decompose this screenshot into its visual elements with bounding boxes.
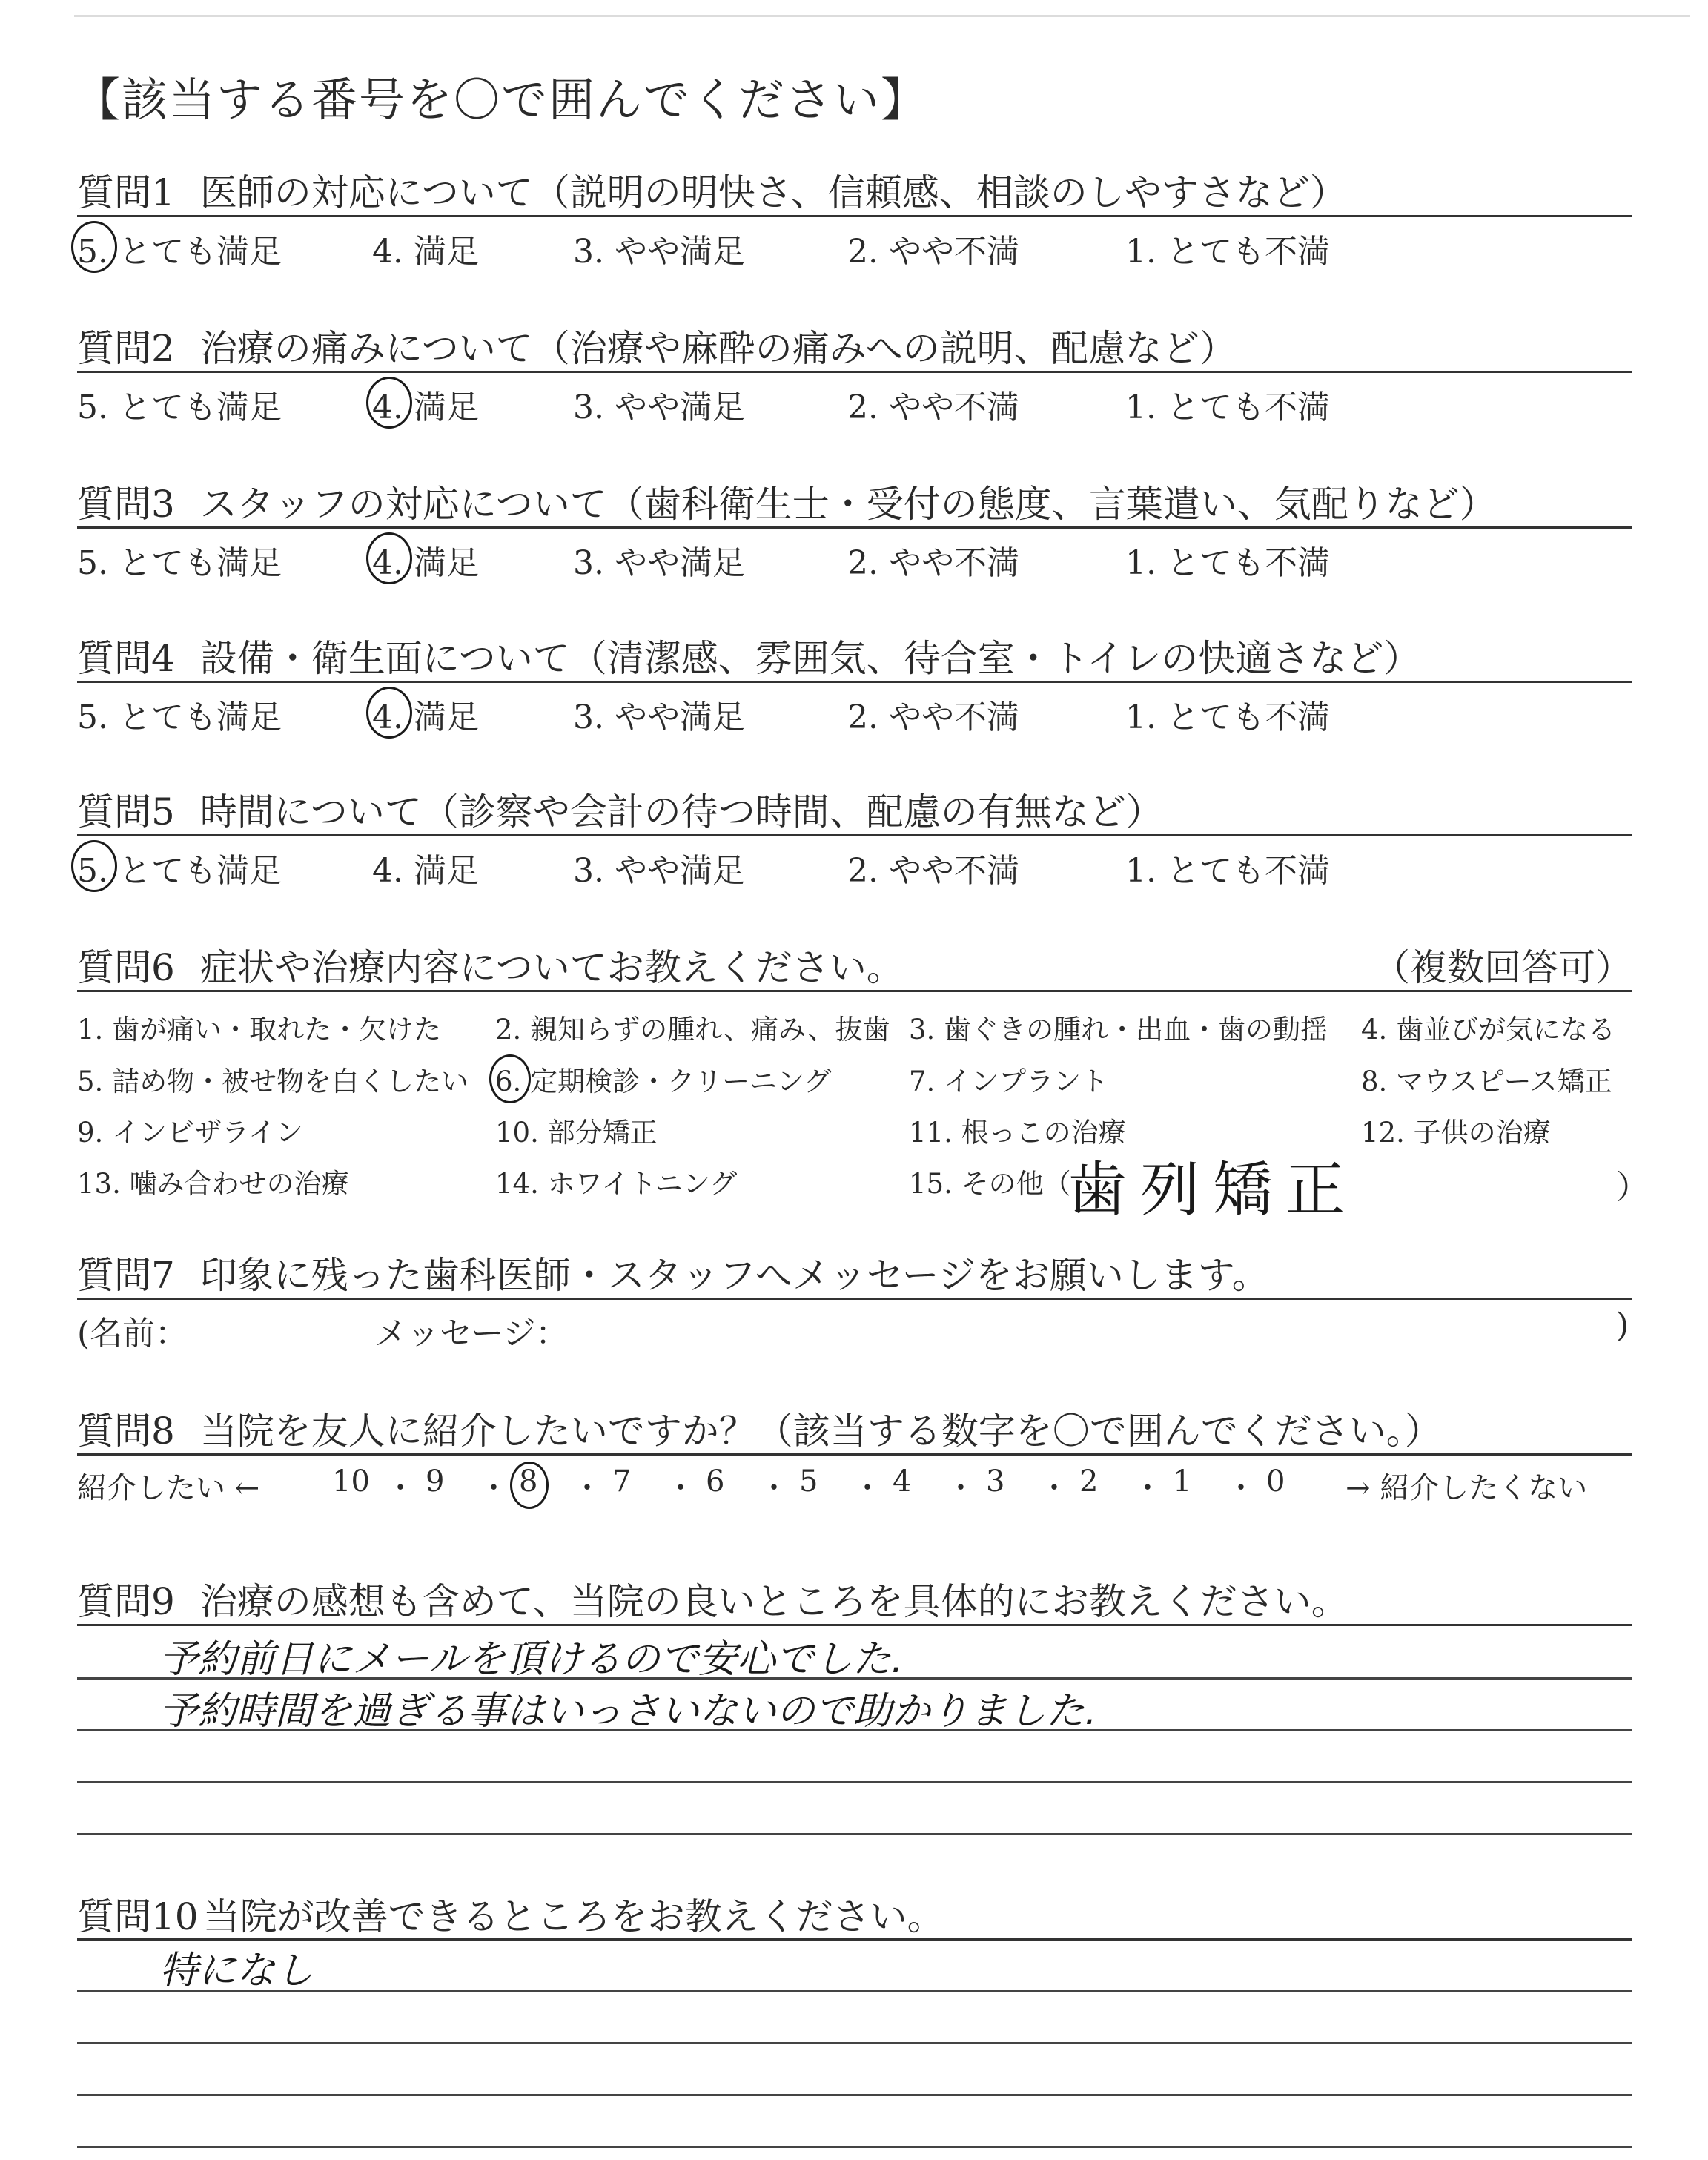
question-rule <box>77 834 1632 836</box>
question-heading <box>77 1887 944 1941</box>
selection-circle <box>489 1054 531 1103</box>
question-rule <box>77 681 1632 683</box>
likert-option[interactable]: 4. 満足 <box>372 544 479 582</box>
recommend-right-label: → 紹介したくない <box>1345 1471 1588 1505</box>
question-number: 質問5 <box>77 790 175 833</box>
symptom-option[interactable]: 10. 部分矯正 <box>495 1117 658 1149</box>
scale-value[interactable]: 10 <box>332 1464 370 1499</box>
likert-option[interactable]: 3. やや満足 <box>573 544 745 582</box>
likert-option[interactable]: 4. 満足 <box>372 852 479 890</box>
scale-value[interactable]: 4 <box>893 1464 912 1499</box>
handwritten-answer-line[interactable]: 特になし <box>159 1949 314 1993</box>
scale-separator: ・ <box>666 1471 695 1505</box>
likert-option[interactable]: 2. やや不満 <box>847 852 1019 890</box>
scale-value[interactable]: 7 <box>612 1464 632 1499</box>
symptom-option[interactable]: 1. 歯が痛い・取れた・欠けた <box>77 1014 442 1046</box>
likert-option[interactable]: 3. やや満足 <box>573 698 745 736</box>
scale-value[interactable]: 0 <box>1266 1464 1285 1499</box>
likert-option[interactable]: 5. とても満足 <box>77 852 282 890</box>
question-text: 治療の感想も含めて、当院の良いところを具体的にお教えください。 <box>199 1580 1348 1623</box>
selection-circle <box>510 1462 549 1509</box>
likert-option[interactable]: 5. とても満足 <box>77 544 282 582</box>
likert-option[interactable]: 5. とても満足 <box>77 233 282 271</box>
question-number: 質問6 <box>77 946 175 989</box>
question-text: 当院を友人に紹介したいですか？（該当する数字を〇で囲んでください。） <box>199 1410 1442 1453</box>
scale-separator: ・ <box>1133 1471 1162 1505</box>
question-number: 質問4 <box>77 637 175 680</box>
question-rule <box>77 215 1632 217</box>
writing-line <box>77 2042 1632 2044</box>
scale-separator: ・ <box>385 1471 415 1505</box>
symptom-option[interactable]: 12. 子供の治療 <box>1361 1117 1551 1149</box>
likert-option[interactable]: 1. とても不満 <box>1125 852 1330 890</box>
question-rule <box>77 371 1632 373</box>
question-heading <box>77 629 1420 682</box>
question-heading <box>77 1572 1348 1625</box>
selection-circle <box>366 532 412 584</box>
multiple-answer-note: （複数回答可） <box>1373 946 1632 989</box>
selection-circle <box>71 221 117 273</box>
question-number: 質問2 <box>77 327 175 370</box>
writing-line <box>77 2146 1632 2148</box>
symptom-option[interactable]: 3. 歯ぐきの腫れ・出血・歯の動揺 <box>909 1014 1328 1046</box>
likert-option[interactable]: 1. とても不満 <box>1125 389 1330 426</box>
question-rule <box>77 1298 1632 1300</box>
question-heading <box>77 475 1497 528</box>
symptom-option[interactable]: 4. 歯並びが気になる <box>1361 1014 1616 1046</box>
symptom-option[interactable]: 5. 詰め物・被せ物を白くしたい <box>77 1066 469 1097</box>
question-heading <box>77 782 1163 836</box>
likert-option[interactable]: 2. やや不満 <box>847 233 1019 271</box>
likert-option[interactable]: 5. とても満足 <box>77 389 282 426</box>
likert-option[interactable]: 4. 満足 <box>372 389 479 426</box>
name-label: (名前： <box>77 1315 188 1353</box>
symptom-option[interactable]: 15. その他（ <box>909 1168 1071 1200</box>
scale-value[interactable]: 5 <box>799 1464 818 1499</box>
likert-option[interactable]: 3. やや満足 <box>573 852 745 890</box>
symptom-option[interactable]: 14. ホワイトニング <box>495 1168 738 1200</box>
question-heading <box>77 163 1347 217</box>
likert-option[interactable]: 3. やや満足 <box>573 389 745 426</box>
scale-separator: ・ <box>1039 1471 1069 1505</box>
writing-line <box>77 2094 1632 2096</box>
symptom-option[interactable]: 13. 噛み合わせの治療 <box>77 1168 349 1200</box>
question-text: 当院が改善できるところをお教えください。 <box>202 1895 944 1938</box>
message-close-paren: ) <box>1616 1307 1629 1344</box>
scale-value[interactable]: 8 <box>519 1464 538 1499</box>
message-label: メッセージ： <box>374 1315 569 1353</box>
writing-line <box>77 1833 1632 1835</box>
question-number: 質問3 <box>77 483 175 526</box>
handwritten-answer-line[interactable]: 予約時間を過ぎる事はいっさいないので助かりました. <box>159 1689 1097 1734</box>
other-close-paren: ） <box>1616 1169 1649 1206</box>
question-number: 質問9 <box>77 1580 175 1623</box>
question-text: 医師の対応について（説明の明快さ、信頼感、相談のしやすさなど） <box>199 171 1347 214</box>
likert-option[interactable]: 2. やや不満 <box>847 698 1019 736</box>
question-number: 質問10 <box>77 1895 199 1938</box>
likert-option[interactable]: 1. とても不満 <box>1125 233 1330 271</box>
scale-value[interactable]: 9 <box>426 1464 445 1499</box>
question-rule <box>77 526 1632 529</box>
question-heading <box>77 938 904 991</box>
recommend-left-label: 紹介したい ← <box>77 1471 260 1505</box>
likert-option[interactable]: 5. とても満足 <box>77 698 282 736</box>
page-title: 【該当する番号を〇で囲んでください】 <box>74 73 929 127</box>
symptom-option[interactable]: 6. 定期検診・クリーニング <box>495 1066 832 1097</box>
question-heading <box>77 1246 1269 1299</box>
question-text: 治療の痛みについて（治療や麻酔の痛みへの説明、配慮など） <box>199 327 1237 370</box>
question-heading <box>77 319 1237 372</box>
selection-circle <box>71 840 117 892</box>
selection-circle <box>366 687 412 739</box>
scale-value[interactable]: 6 <box>706 1464 725 1499</box>
scale-value[interactable]: 2 <box>1079 1464 1099 1499</box>
scale-separator: ・ <box>572 1471 602 1505</box>
handwritten-answer-line[interactable]: 予約前日にメールを頂けるので安心でした. <box>159 1637 904 1682</box>
symptom-option[interactable]: 8. マウスピース矯正 <box>1361 1066 1612 1097</box>
other-handwritten-answer[interactable]: 歯列矯正 <box>1068 1155 1358 1224</box>
question-number: 質問1 <box>77 171 175 214</box>
selection-circle <box>366 377 412 429</box>
question-text: 症状や治療内容についてお教えください。 <box>199 946 904 989</box>
likert-option[interactable]: 2. やや不満 <box>847 389 1019 426</box>
question-text: スタッフの対応について（歯科衛生士・受付の態度、言葉遣い、気配りなど） <box>199 483 1497 526</box>
question-text: 印象に残った歯科医師・スタッフへメッセージをお願いします。 <box>199 1254 1269 1297</box>
question-rule <box>77 1453 1632 1456</box>
question-number: 質問8 <box>77 1410 175 1453</box>
symptom-option[interactable]: 11. 根っこの治療 <box>909 1117 1126 1149</box>
question-rule <box>77 1624 1632 1626</box>
likert-option[interactable]: 1. とても不満 <box>1125 698 1330 736</box>
likert-option[interactable]: 1. とても不満 <box>1125 544 1330 582</box>
scale-separator: ・ <box>946 1471 976 1505</box>
scale-separator: ・ <box>1226 1471 1256 1505</box>
writing-line <box>77 1781 1632 1783</box>
question-text: 設備・衛生面について（清潔感、雰囲気、待合室・トイレの快適さなど） <box>199 637 1421 680</box>
scale-separator: ・ <box>759 1471 789 1505</box>
question-text: 時間について（診察や会計の待つ時間、配慮の有無など） <box>199 790 1163 833</box>
question-rule <box>77 990 1632 992</box>
scale-separator: ・ <box>853 1471 882 1505</box>
question-number: 質問7 <box>77 1254 175 1297</box>
symptom-option[interactable]: 9. インビザライン <box>77 1117 303 1149</box>
likert-option[interactable]: 4. 満足 <box>372 698 479 736</box>
likert-option[interactable]: 3. やや満足 <box>573 233 745 271</box>
likert-option[interactable]: 2. やや不満 <box>847 544 1019 582</box>
scale-value[interactable]: 3 <box>986 1464 1005 1499</box>
symptom-option[interactable]: 2. 親知らずの腫れ、痛み、抜歯 <box>495 1014 890 1046</box>
scale-value[interactable]: 1 <box>1173 1464 1192 1499</box>
page-top-edge <box>74 15 1690 17</box>
scale-separator: ・ <box>479 1471 509 1505</box>
symptom-option[interactable]: 7. インプラント <box>909 1066 1109 1097</box>
likert-option[interactable]: 4. 満足 <box>372 233 479 271</box>
question-heading <box>77 1401 1442 1455</box>
